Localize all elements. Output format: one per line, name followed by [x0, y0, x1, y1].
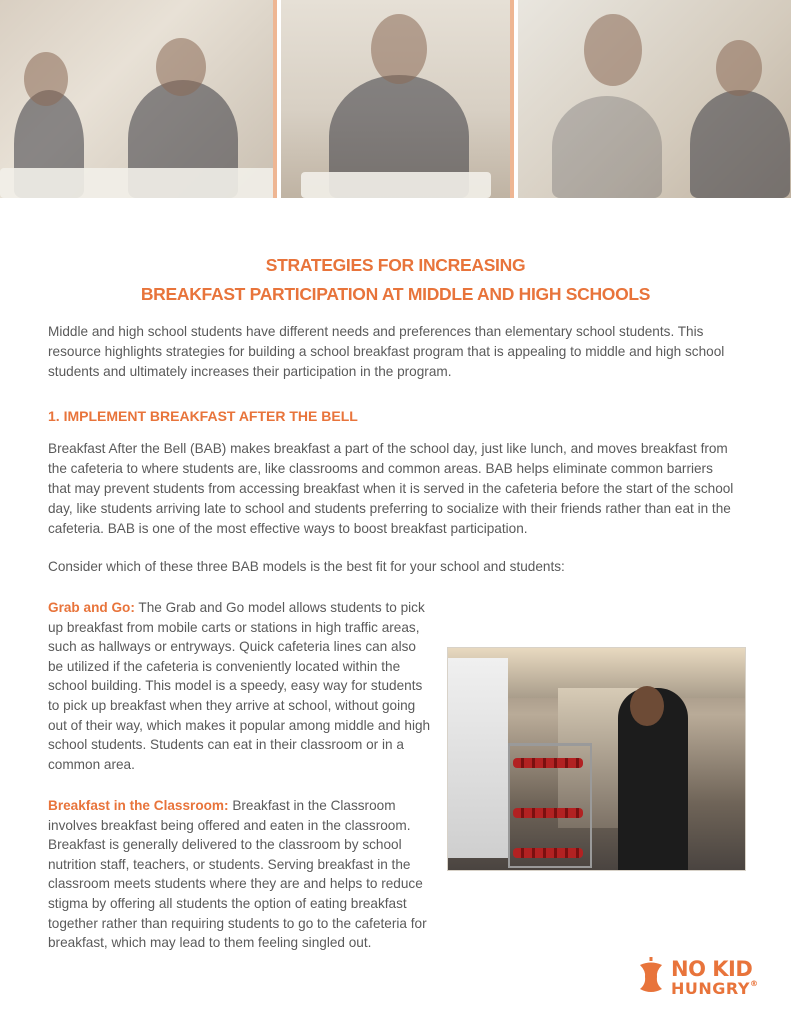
section-body: Breakfast After the Bell (BAB) makes breakfast a part of the school day, just like lunch, and moves breakfast from the cafeteria to where students are, like classrooms and common areas. BAB helps eliminate common barriers that may prevent students from accessing breakfast when it is served in the cafeteria before the start of the school day, like students arriving late to school and students preferring to socialize with their friends rather than eat in the cafeteria. BAB is one of the most effective ways to boost breakfast participation. [48, 441, 734, 536]
intro-paragraph: Middle and high school students have different needs and preferences than elementary school students. This resource highlights strategies for building a school breakfast program that is appealing to middle and high school students and ultimately increases their participation in the program. [48, 324, 725, 379]
plastic-bags [448, 658, 508, 858]
grab-and-go-cart-photo [447, 647, 746, 871]
student-face [630, 686, 664, 726]
apples-shelf [513, 808, 583, 818]
no-kid-hungry-logo [637, 955, 767, 1001]
photo-divider [510, 0, 514, 198]
student-face [716, 40, 762, 96]
model-name: Grab and Go: [48, 600, 135, 615]
breakfast-in-classroom-paragraph [48, 796, 433, 953]
page-title-line1: STRATEGIES FOR INCREASING [265, 255, 526, 275]
registered-mark: ® [749, 979, 759, 988]
cafeteria-table [0, 168, 273, 198]
photo-banner [0, 0, 791, 198]
student-figure [690, 90, 790, 198]
apples-shelf [513, 758, 583, 768]
logo-word: HUNGRY [671, 979, 750, 998]
logo-text-line2 [671, 979, 758, 998]
student-face [156, 38, 206, 96]
page-title-line2: BREAKFAST PARTICIPATION AT MIDDLE AND HIGH SCHOOLS [140, 284, 651, 304]
consider-text: Consider which of these three BAB models is the best fit for your school and students: [48, 559, 565, 574]
student-face [371, 14, 427, 84]
section-heading: 1. IMPLEMENT BREAKFAST AFTER THE BELL [48, 408, 358, 424]
students-eating-photo [0, 0, 273, 198]
grab-and-go-paragraph [48, 598, 433, 774]
smiling-student-photo [281, 0, 510, 198]
model-description: The Grab and Go model allows students to pick up breakfast from mobile carts or stations in high traffic areas, such as hallways or entryways. Quick cafeteria lines can also be utilized if the cafeteria is conveniently located within the school building. This model is a speedy, easy way for students to pick up breakfast when they arrive at school, without going out of their way, which makes it popular among middle and high school students. Students can eat in their classroom or in a common area. [48, 600, 431, 772]
photo-divider [273, 0, 277, 198]
cafeteria-table [301, 172, 491, 198]
model-description: Breakfast in the Classroom involves breakfast being offered and eaten in the classroom. Breakfast is generally delivered to the classroom by school nutrition staff, teachers, or students. Serving breakfast in the classroom meets students where they are and helps to reduce stigma by offering all students the option of eating breakfast together rather than requiring students to go to the cafeteria for breakfast, which may lead to them feeling singled out. [48, 798, 427, 951]
apples-shelf [513, 848, 583, 858]
student-figure [552, 96, 662, 198]
student-face [24, 52, 68, 106]
logo-text-line1: NO KID [671, 957, 753, 981]
student-face [584, 14, 642, 86]
model-name: Breakfast in the Classroom: [48, 798, 229, 813]
students-apple-photo [518, 0, 791, 198]
apple-core-icon [637, 957, 665, 997]
